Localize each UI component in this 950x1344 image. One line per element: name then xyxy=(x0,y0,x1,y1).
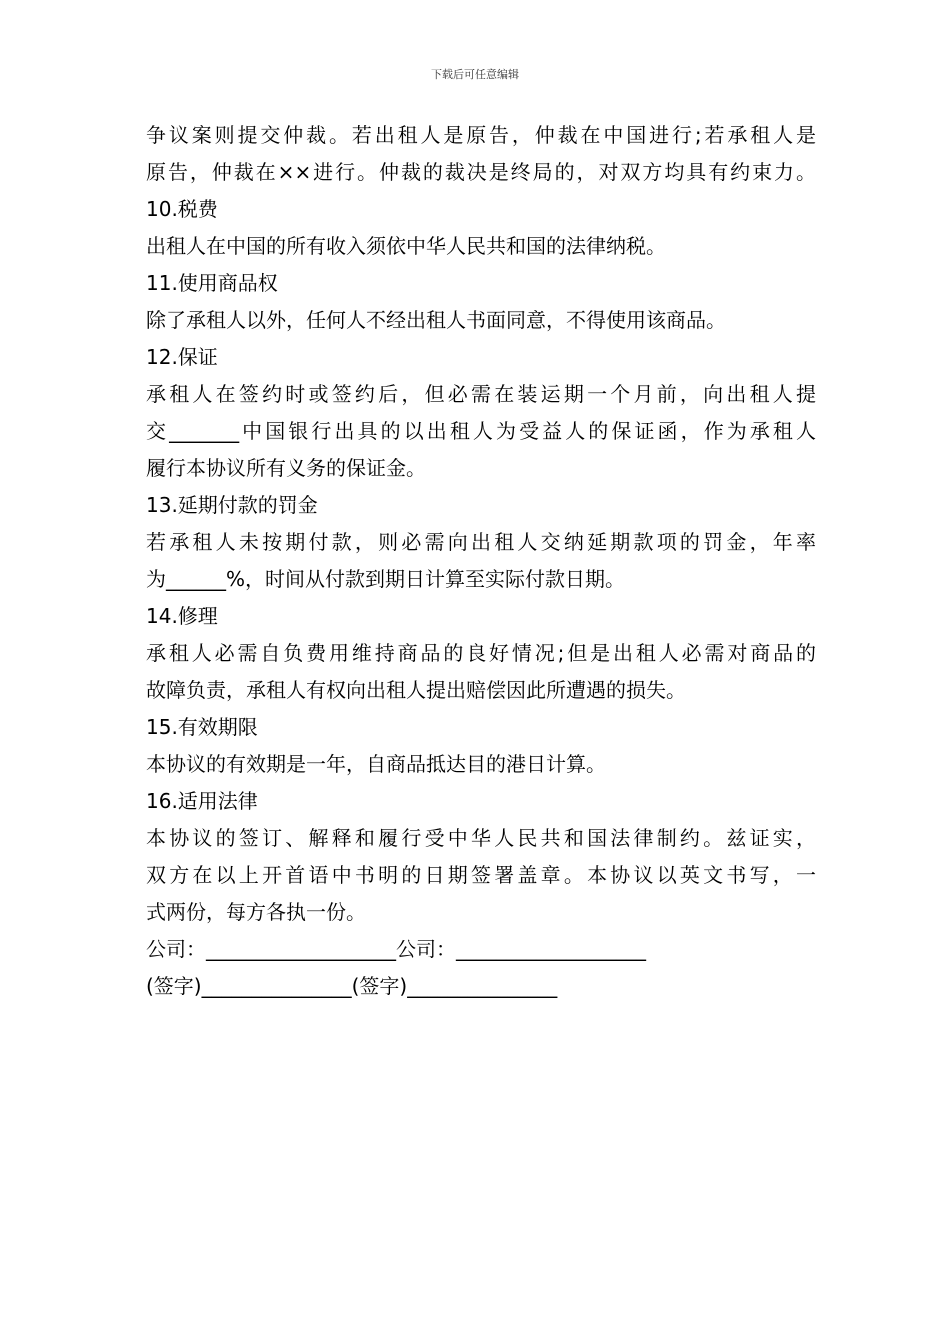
section-heading-usage-rights: 11.使用商品权 xyxy=(146,271,278,295)
text-line: 式两份，每方各执一份。 xyxy=(146,900,366,924)
text-line: 承租人在签约时或签约后，但必需在装运期一个月前，向出租人提 xyxy=(146,382,816,406)
text-line: 原告，仲裁在××进行。仲裁的裁决是终局的，对双方均具有约束力。 xyxy=(146,160,816,184)
text-line: 出租人在中国的所有收入须依中华人民共和国的法律纳税。 xyxy=(146,234,666,258)
text-line: 除了承租人以外，任何人不经出租人书面同意，不得使用该商品。 xyxy=(146,308,726,332)
text-line: 本协议的签订、解释和履行受中华人民共和国法律制约。兹证实， xyxy=(146,826,816,850)
section-heading-late-payment: 13.延期付款的罚金 xyxy=(146,493,318,517)
section-heading-guarantee: 12.保证 xyxy=(146,345,218,369)
signature-line: (签字)_______________(签字)_______________ xyxy=(146,974,558,998)
section-heading-repair: 14.修理 xyxy=(146,604,218,628)
text-line: 争议案则提交仲裁。若出租人是原告，仲裁在中国进行;若承租人是 xyxy=(146,123,816,147)
company-signature-line: 公司：___________________公司：___________________ xyxy=(146,937,646,961)
text-line: 若承租人未按期付款，则必需向出租人交纳延期款项的罚金，年率 xyxy=(146,530,816,554)
text-line: 为______%，时间从付款到期日计算至实际付款日期。 xyxy=(146,567,626,591)
text-line: 本协议的有效期是一年，自商品抵达目的港日计算。 xyxy=(146,752,606,776)
text-line: 履行本协议所有义务的保证金。 xyxy=(146,456,426,480)
page-header: 下载后可任意编辑 xyxy=(431,68,519,81)
section-heading-governing-law: 16.适用法律 xyxy=(146,789,258,813)
section-heading-validity: 15.有效期限 xyxy=(146,715,258,739)
section-heading-taxes: 10.税费 xyxy=(146,197,218,221)
document-body xyxy=(146,117,816,1005)
text-line: 双方在以上开首语中书明的日期签署盖章。本协议以英文书写，一 xyxy=(146,863,816,887)
text-line: 故障负责，承租人有权向出租人提出赔偿因此所遭遇的损失。 xyxy=(146,678,686,702)
text-line: 承租人必需自负费用维持商品的良好情况;但是出租人必需对商品的 xyxy=(146,641,816,665)
text-line: 交_______中国银行出具的以出租人为受益人的保证函，作为承租人 xyxy=(146,419,816,443)
